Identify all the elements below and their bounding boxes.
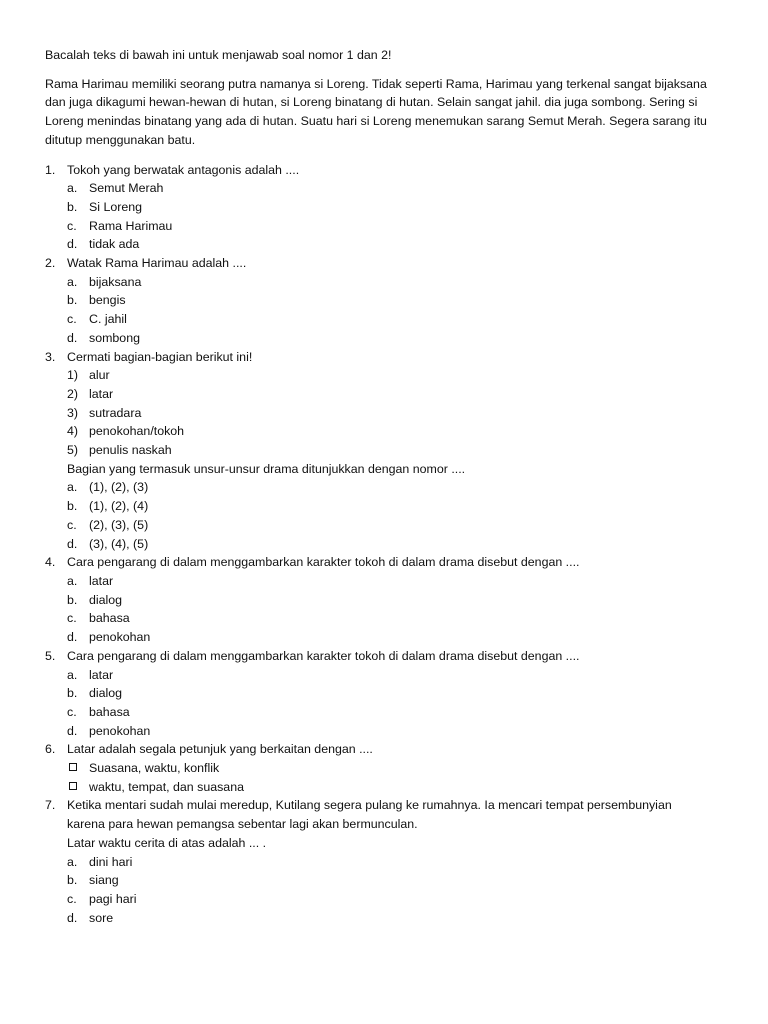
option-item	[67, 198, 728, 217]
option-item	[67, 853, 728, 872]
option-text: latar	[89, 667, 114, 682]
option-item	[67, 291, 728, 310]
option-text: bahasa	[89, 611, 130, 626]
option-label: c.	[67, 611, 77, 626]
numbered-item	[67, 404, 728, 423]
option-label: a.	[67, 274, 78, 289]
option-item	[67, 572, 728, 591]
option-text: tidak ada	[89, 237, 140, 252]
option-text: dialog	[89, 686, 123, 701]
item-text: penokohan/tokoh	[89, 424, 185, 439]
item-text: alur	[89, 368, 110, 383]
passage-line: Loreng menindas binatang yang ada di hutan. Suatu hari si Loreng menemukan sarang Semut Merah. Segera sarang itu	[45, 114, 707, 129]
question-text: Cara pengarang di dalam menggambarkan karakter tokoh di dalam drama disebut dengan ....	[67, 555, 580, 570]
question-3	[45, 348, 728, 554]
option-item	[67, 235, 728, 254]
option-label: c.	[67, 218, 77, 233]
item-text: latar	[89, 386, 114, 401]
option-label: c.	[67, 891, 77, 906]
checkbox-square-icon	[69, 782, 77, 790]
question-4	[45, 553, 728, 647]
option-item	[67, 666, 728, 685]
option-text: penokohan	[89, 723, 151, 738]
checkbox-option	[67, 759, 728, 778]
option-item	[67, 591, 728, 610]
passage-line: dan juga dikagumi hewan-hewan di hutan, si Loreng binatang di hutan. Selain sangat jahil. dia juga sombong. Sering si	[45, 95, 698, 110]
option-label: c.	[67, 517, 77, 532]
item-text: sutradara	[89, 405, 142, 420]
item-label: 2)	[67, 386, 79, 401]
option-item	[67, 273, 728, 292]
item-text: penulis naskah	[89, 443, 172, 458]
option-text: (1), (2), (3)	[89, 480, 149, 495]
option-text: (1), (2), (4)	[89, 499, 149, 514]
option-label: d.	[67, 330, 78, 345]
question-text: Ketika mentari sudah mulai meredup, Kutilang segera pulang ke rumahnya. Ia mencari tempat persembunyian	[67, 798, 672, 813]
option-item	[67, 535, 728, 554]
option-item	[67, 609, 728, 628]
option-text: (3), (4), (5)	[89, 536, 149, 551]
numbered-item	[67, 385, 728, 404]
option-item	[67, 516, 728, 535]
option-text: dialog	[89, 592, 123, 607]
option-item	[67, 179, 728, 198]
option-item	[67, 217, 728, 236]
question-text: Latar adalah segala petunjuk yang berkaitan dengan ....	[67, 742, 373, 757]
option-text: Si Loreng	[89, 199, 143, 214]
option-label: b.	[67, 592, 78, 607]
option-label: a.	[67, 480, 78, 495]
numbered-item	[67, 366, 728, 385]
numbered-item	[67, 422, 728, 441]
question-5	[45, 647, 728, 741]
option-label: c.	[67, 704, 77, 719]
item-label: 5)	[67, 443, 79, 458]
option-label: a.	[67, 573, 78, 588]
checkbox-option	[67, 778, 728, 797]
option-label: a.	[67, 181, 78, 196]
option-label: a.	[67, 667, 78, 682]
numbered-item	[67, 441, 728, 460]
option-text: penokohan	[89, 630, 151, 645]
option-label: d.	[67, 630, 78, 645]
question-2	[45, 254, 728, 348]
option-item	[67, 478, 728, 497]
passage-line: ditutup menggunakan batu.	[45, 132, 196, 147]
question-6	[45, 740, 728, 796]
option-text: bahasa	[89, 704, 130, 719]
option-label: b.	[67, 873, 78, 888]
question-text: Cara pengarang di dalam menggambarkan karakter tokoh di dalam drama disebut dengan ....	[67, 648, 580, 663]
option-label: d.	[67, 237, 78, 252]
option-text: (2), (3), (5)	[89, 517, 149, 532]
option-item	[67, 890, 728, 909]
question-number: 6.	[45, 742, 56, 757]
item-label: 1)	[67, 368, 79, 383]
option-label: a.	[67, 854, 78, 869]
checkbox-square-icon	[69, 763, 77, 771]
option-label: b.	[67, 686, 78, 701]
question-number: 7.	[45, 798, 56, 813]
item-label: 3)	[67, 405, 79, 420]
option-label: d.	[67, 910, 78, 925]
option-text: Suasana, waktu, konflik	[89, 761, 220, 776]
question-text: karena para hewan pemangsa sebentar lagi akan bermunculan.	[67, 817, 418, 832]
question-number: 4.	[45, 555, 56, 570]
intro-instruction: Bacalah teks di bawah ini untuk menjawab soal nomor 1 dan 2!	[45, 48, 392, 62]
question-text: Latar waktu cerita di atas adalah ... .	[67, 835, 267, 850]
option-item	[67, 703, 728, 722]
option-item	[67, 310, 728, 329]
option-text: Semut Merah	[89, 181, 164, 196]
option-text: siang	[89, 873, 119, 888]
option-text: sore	[89, 910, 114, 925]
option-label: c.	[67, 312, 77, 327]
question-number: 2.	[45, 256, 56, 271]
option-label: b.	[67, 499, 78, 514]
option-item	[67, 909, 728, 928]
passage-line: Rama Harimau memiliki seorang putra namanya si Loreng. Tidak seperti Rama, Harimau yang terkenal sangat bijaksana	[45, 76, 707, 91]
option-label: d.	[67, 536, 78, 551]
question-text: Cermati bagian-bagian berikut ini!	[67, 349, 253, 364]
option-item	[67, 722, 728, 741]
option-item	[67, 684, 728, 703]
question-7	[45, 796, 728, 927]
question-1	[45, 161, 728, 255]
option-text: bengis	[89, 293, 126, 308]
option-text: waktu, tempat, dan suasana	[89, 779, 244, 794]
option-text: dini hari	[89, 854, 133, 869]
option-text: latar	[89, 573, 114, 588]
option-item	[67, 497, 728, 516]
question-number: 3.	[45, 349, 56, 364]
item-label: 4)	[67, 424, 79, 439]
option-label: b.	[67, 199, 78, 214]
question-text: Watak Rama Harimau adalah ....	[67, 256, 247, 271]
question-list	[45, 161, 728, 928]
option-item	[67, 329, 728, 348]
option-text: sombong	[89, 330, 140, 345]
option-item	[67, 871, 728, 890]
option-text: pagi hari	[89, 891, 137, 906]
question-followup: Bagian yang termasuk unsur-unsur drama ditunjukkan dengan nomor ....	[67, 461, 466, 476]
option-label: b.	[67, 293, 78, 308]
option-label: d.	[67, 723, 78, 738]
option-text: C. jahil	[89, 312, 127, 327]
option-text: bijaksana	[89, 274, 142, 289]
option-text: Rama Harimau	[89, 218, 173, 233]
story-passage	[45, 75, 728, 150]
question-text: Tokoh yang berwatak antagonis adalah ....	[67, 162, 300, 177]
question-number: 1.	[45, 162, 56, 177]
option-item	[67, 628, 728, 647]
question-number: 5.	[45, 648, 56, 663]
